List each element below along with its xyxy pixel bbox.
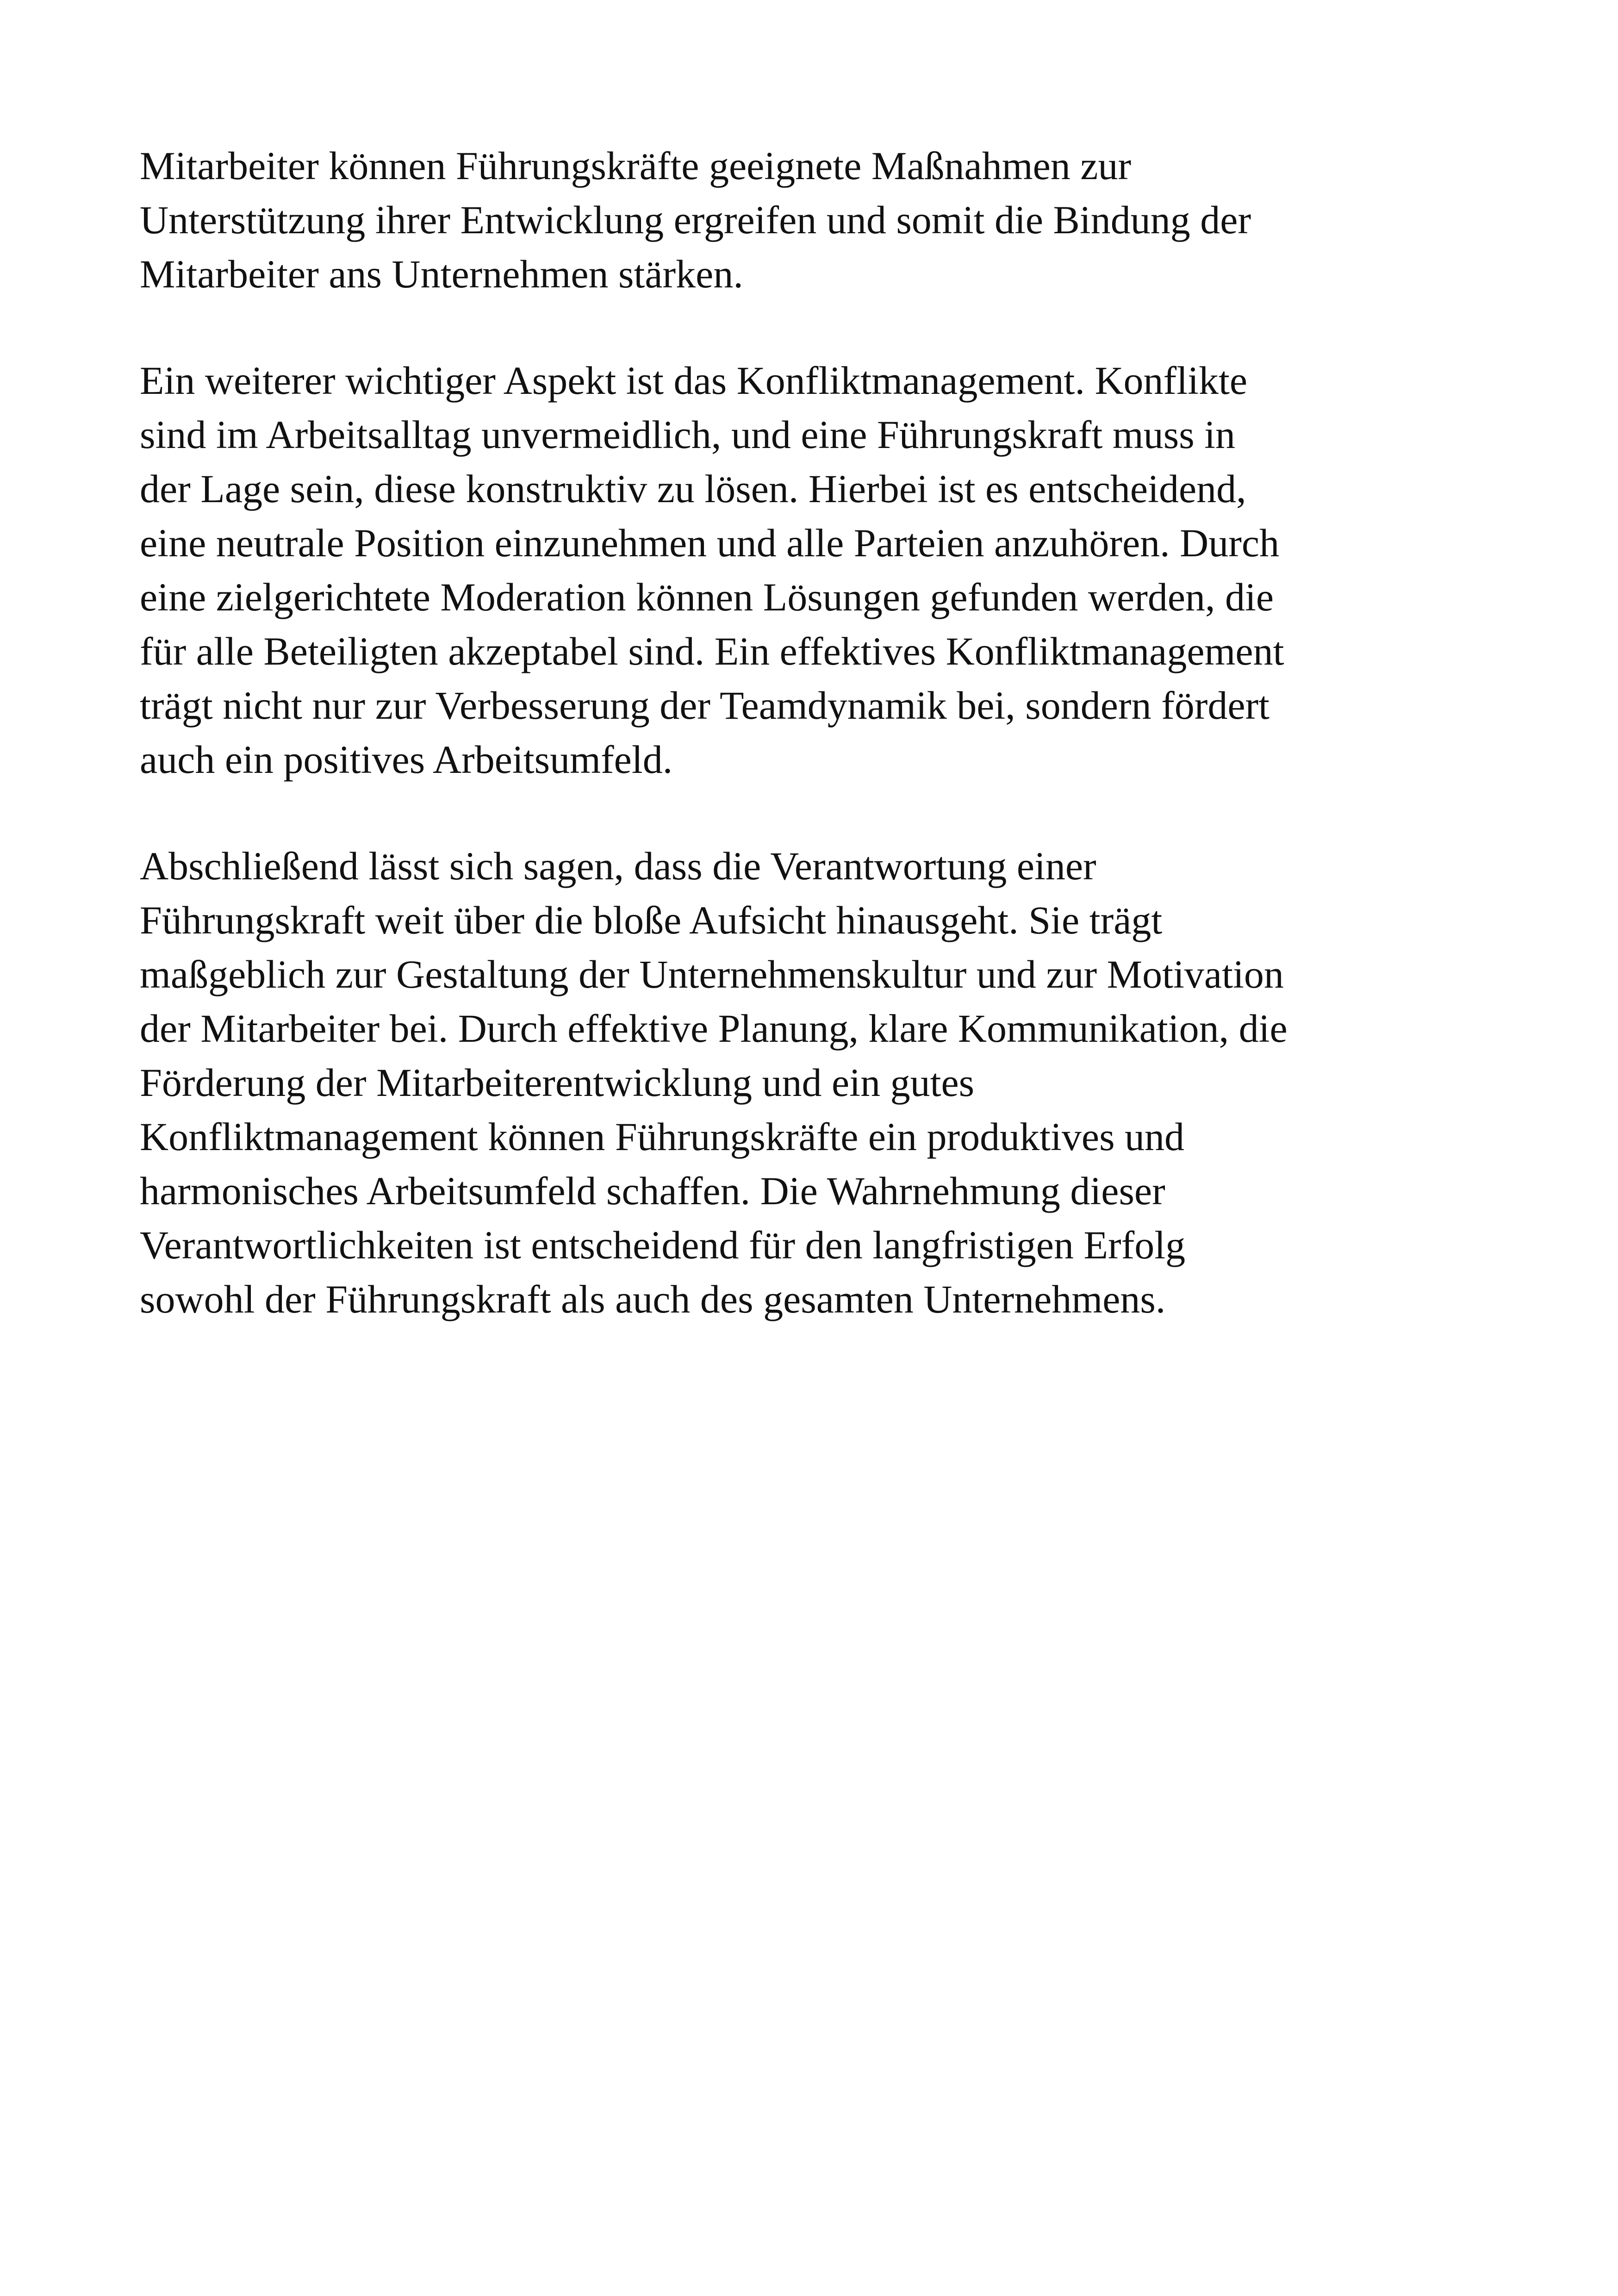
text-line: maßgeblich zur Gestaltung der Unternehmenskultur und zur Motivation — [140, 952, 1284, 996]
text-line: eine zielgerichtete Moderation können Lösungen gefunden werden, die — [140, 575, 1274, 619]
text-line: Verantwortlichkeiten ist entscheidend für den langfristigen Erfolg — [140, 1223, 1186, 1267]
paragraph-1 — [140, 139, 1482, 301]
text-line: sind im Arbeitsalltag unvermeidlich, und eine Führungskraft muss in — [140, 412, 1236, 457]
text-line: harmonisches Arbeitsumfeld schaffen. Die Wahrnehmung dieser — [140, 1169, 1165, 1213]
text-line: Mitarbeiter können Führungskräfte geeignete Maßnahmen zur — [140, 143, 1132, 188]
text-line: Unterstützung ihrer Entwicklung ergreifen und somit die Bindung der — [140, 198, 1251, 242]
text-line: für alle Beteiligten akzeptabel sind. Ein effektives Konfliktmanagement — [140, 629, 1284, 673]
text-line: Förderung der Mitarbeiterentwicklung und ein gutes — [140, 1060, 975, 1105]
text-line: trägt nicht nur zur Verbesserung der Teamdynamik bei, sondern fördert — [140, 683, 1270, 728]
text-line: Ein weiterer wichtiger Aspekt ist das Konfliktmanagement. Konflikte — [140, 358, 1248, 403]
body-text — [140, 139, 1482, 1379]
text-line: eine neutrale Position einzunehmen und alle Parteien anzuhören. Durch — [140, 521, 1280, 565]
text-line: der Mitarbeiter bei. Durch effektive Planung, klare Kommunikation, die — [140, 1006, 1288, 1051]
text-line: sowohl der Führungskraft als auch des gesamten Unternehmens. — [140, 1277, 1166, 1321]
text-line: Abschließend lässt sich sagen, dass die Verantwortung einer — [140, 844, 1096, 888]
text-line: der Lage sein, diese konstruktiv zu lösen. Hierbei ist es entscheidend, — [140, 467, 1246, 511]
text-line: Konfliktmanagement können Führungskräfte ein produktives und — [140, 1114, 1185, 1159]
text-line: Mitarbeiter ans Unternehmen stärken. — [140, 252, 743, 296]
paragraph-2 — [140, 354, 1482, 787]
paragraph-3 — [140, 839, 1482, 1326]
text-line: Führungskraft weit über die bloße Aufsicht hinausgeht. Sie trägt — [140, 898, 1163, 942]
text-line: auch ein positives Arbeitsumfeld. — [140, 737, 673, 782]
